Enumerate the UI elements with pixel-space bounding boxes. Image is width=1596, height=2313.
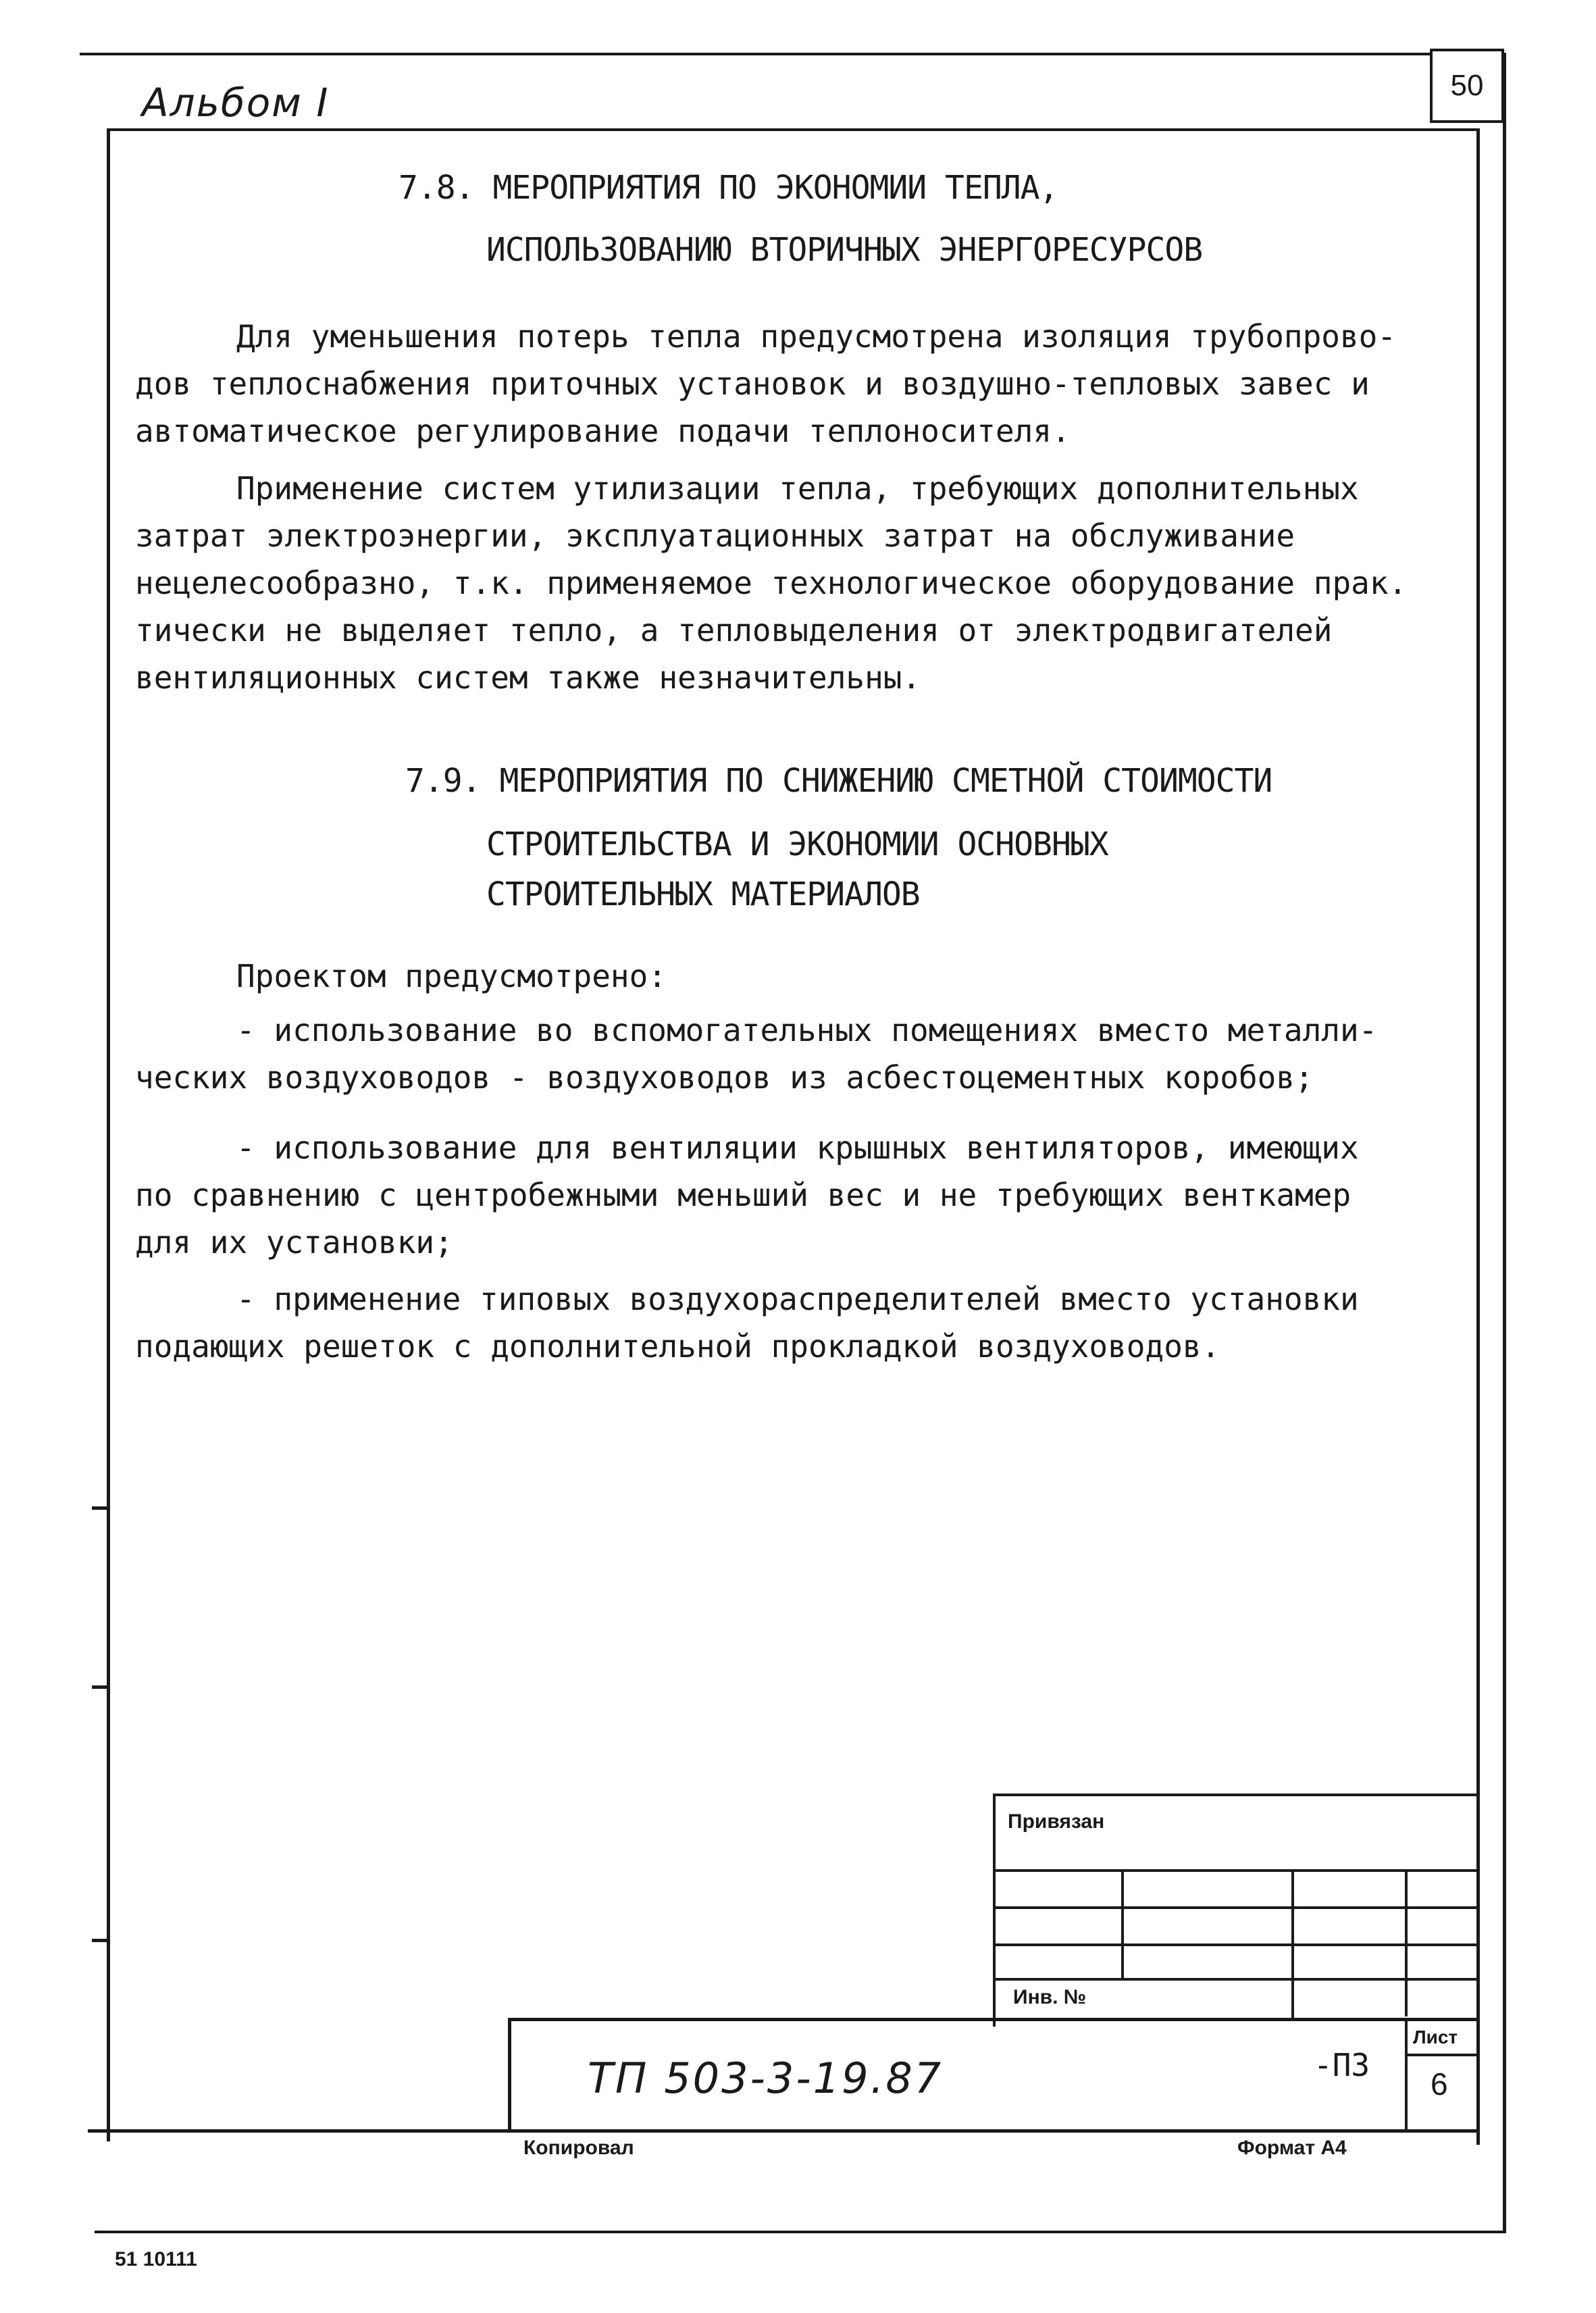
sheet-label: Лист [1413, 2027, 1458, 2048]
text-line: дов теплоснабжения приточных установок и воздушно-тепловых завес и [135, 365, 1370, 402]
text-line: тически не выделяет тепло, а тепловыделения от электродвигателей [135, 612, 1333, 649]
text-line: ческих воздуховодов - воздуховодов из асбестоцементных коробов; [135, 1059, 1314, 1096]
text-line: - использование во вспомогательных помещениях вместо металли- [236, 1012, 1378, 1048]
sheet-corner-number: 50 [1430, 49, 1504, 123]
margin-tick [92, 1939, 108, 1942]
text-line: автоматическое регулирование подачи теплоносителя. [135, 413, 1071, 449]
section-7-8-paragraph-1 [135, 313, 1472, 455]
margin-tick [92, 1685, 108, 1689]
text-line: нецелесообразно, т.к. применяемое технологическое оборудование прак. [135, 565, 1408, 601]
text-line: Применение систем утилизации тепла, требующих дополнительных [236, 470, 1359, 507]
privyazan-label: Привязан [1008, 1810, 1105, 1833]
sheet-number: 6 [1431, 2066, 1448, 2102]
text-line: Проектом предусмотрено: [236, 958, 667, 994]
section-7-9-item-2 [135, 1124, 1472, 1266]
section-7-8-heading-line1: 7.8. МЕРОПРИЯТИЯ ПО ЭКОНОМИИ ТЕПЛА, [398, 169, 1058, 207]
section-7-9-item-3 [135, 1275, 1472, 1370]
section-7-9-item-1 [135, 1007, 1472, 1101]
tb-grid-left [993, 1794, 996, 2027]
format-label: Формат А4 [1237, 2137, 1347, 2159]
text-line: подающих решеток с дополнительной прокладкой воздуховодов. [135, 1328, 1220, 1365]
document-suffix: -ПЗ [1314, 2047, 1370, 2083]
tb-main-top [508, 2018, 1479, 2021]
section-7-9-intro [135, 952, 1472, 1000]
tb-grid-top [993, 1794, 1479, 1796]
section-7-8-paragraph-2 [135, 465, 1472, 701]
outer-right-line [1503, 53, 1506, 2233]
footer-stamp-number: 51 10111 [115, 2248, 197, 2270]
outer-bottom-line [95, 2231, 1506, 2233]
text-line: вентиляционных систем также незначительны. [135, 659, 921, 696]
tb-grid-col1 [1121, 1869, 1124, 1979]
text-line: - применение типовых воздухораспределителей вместо установки [236, 1281, 1359, 1317]
tb-sheet-divider [1405, 2054, 1479, 2056]
tb-grid-col3 [1405, 1869, 1408, 2016]
text-line: Для уменьшения потерь тепла предусмотрена изоляция трубопрово- [236, 318, 1397, 355]
text-line: по сравнению с центробежными меньший вес и не требующих венткамер [135, 1177, 1352, 1213]
top-border-line [80, 53, 1431, 55]
text-line: затрат электроэнергии, эксплуатационных затрат на обслуживание [135, 517, 1295, 554]
copied-label: Копировал [523, 2137, 634, 2159]
inv-no-label: Инв. № [1013, 1986, 1087, 2008]
tb-grid-col2 [1291, 1869, 1294, 2018]
tb-main-left [508, 2018, 511, 2131]
frame-bottom-line [88, 2129, 1479, 2133]
section-7-9-heading-line3: СТРОИТЕЛЬНЫХ МАТЕРИАЛОВ [486, 875, 920, 913]
section-7-9-heading-line2: СТРОИТЕЛЬСТВА И ЭКОНОМИИ ОСНОВНЫХ [486, 825, 1108, 863]
frame-left-line [107, 128, 110, 2141]
document-code: ТП 503-3-19.87 [588, 2054, 944, 2103]
frame-right-line [1476, 128, 1480, 2145]
tb-sheet-col [1405, 2018, 1408, 2131]
section-7-9-heading-line1: 7.9. МЕРОПРИЯТИЯ ПО СНИЖЕНИЮ СМЕТНОЙ СТОИМОСТИ [405, 762, 1272, 800]
frame-top-line [107, 128, 1479, 131]
album-label: Альбом I [142, 80, 330, 126]
section-7-8-heading-line2: ИСПОЛЬЗОВАНИЮ ВТОРИЧНЫХ ЭНЕРГОРЕСУРСОВ [486, 231, 1203, 269]
text-line: - использование для вентиляции крышных вентиляторов, имеющих [236, 1129, 1359, 1166]
margin-tick [92, 1506, 108, 1510]
text-line: для их установки; [135, 1224, 453, 1261]
